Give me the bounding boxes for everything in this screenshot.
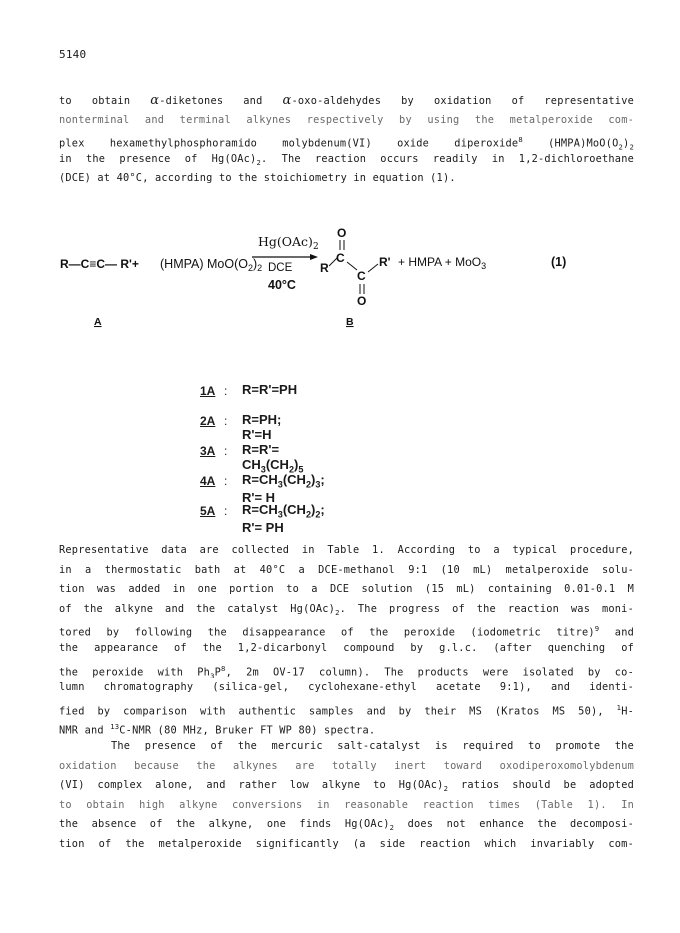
compound-id: 2A	[200, 414, 216, 428]
text-line: the peroxide with $Ph_3P^8$, 2m OV-17 column). The products were isolated by co-	[59, 663, 634, 679]
label-b: B	[346, 316, 354, 328]
text-line: Representative data are collected in Table 1. According to a typical procedure,	[59, 544, 634, 556]
equation-number: (1)	[551, 255, 567, 269]
reactant-alkyne: R—C≡C— R'+	[60, 257, 139, 271]
text-segment: . The reaction occurs readily in 1,2-dichloroethane	[261, 152, 634, 165]
temperature-label: 40°C	[268, 278, 296, 292]
page-number: 5140	[59, 48, 87, 61]
compound-formula: R=R'=PH	[242, 382, 298, 397]
subscript: 2	[256, 157, 262, 167]
compound-id: 1A	[200, 384, 216, 398]
compound-id: 5A	[200, 504, 216, 518]
text-line: The presence of the mercuric salt-catalyst is required to promote the	[111, 740, 634, 752]
text-line: lumn chromatography (silica-gel, cyclohexane-ethyl acetate 9:1), and identi-	[59, 681, 634, 694]
text-segment: )	[623, 137, 630, 150]
text-line: tored by following the disappearance of the peroxide (iodometric titre)$^9$ and	[59, 624, 634, 639]
separator: :	[224, 504, 228, 518]
product-r-prime: R'	[379, 255, 391, 269]
body-paragraph-2	[59, 737, 634, 855]
oxygen-bottom: O	[357, 294, 367, 308]
subscript: 2	[618, 142, 624, 150]
text-line: (VI) complex alone, and rather low alkyne to $Hg(OAc)_2$ ratios should be adopted	[59, 779, 634, 794]
reagent-molybdenum: (HMPA) $MoO(O_2)_2$	[160, 257, 263, 273]
compound-id: 4A	[200, 474, 216, 488]
solvent-label: DCE	[268, 262, 293, 274]
text-segment: plex hexamethylphosphoramido molybdenum(VI) oxide diperoxide	[59, 137, 519, 150]
label-a: A	[94, 316, 102, 328]
text-segment: -diketones and	[159, 95, 283, 107]
text-segment: -oxo-aldehydes by oxidation of representative	[291, 95, 634, 107]
text-line: the absence of the alkyne, one finds $Hg(OAc)_2$ does not enhance the decomposi-	[59, 818, 634, 833]
compound-formula: $R=CH_3(CH_2)_2$; R'= PH	[242, 502, 325, 535]
compound-formula: R=PH; R'=H	[242, 412, 282, 442]
separator: :	[224, 414, 228, 428]
text-line: fied by comparison with authentic samples and by their MS (Kratos MS 50), $^1$H-	[59, 702, 634, 718]
separator: :	[224, 444, 228, 458]
text-line: to obtain high alkyne conversions in reasonable reaction times (Table 1). In	[59, 798, 634, 811]
reference-superscript: 8	[518, 135, 523, 145]
compound-formula: $R=R'= CH_3(CH_2)_5$	[242, 442, 304, 475]
body-paragraph-1	[59, 541, 634, 737]
compound-formula: $R=CH_3(CH_2)_3$; R'= H	[242, 472, 325, 505]
alpha-symbol: α	[150, 93, 160, 108]
compound-id: 3A	[200, 444, 216, 458]
subscript: 2	[629, 142, 634, 150]
alpha-symbol: α	[282, 93, 292, 108]
text-segment: in the presence of Hg(OAc)	[59, 152, 257, 165]
catalyst-label: $Hg(OAc)_2$	[258, 234, 319, 252]
text-line: the appearance of the 1,2-dicarbonyl compound by g.l.c. (after quenching of	[59, 641, 634, 654]
byproducts-label: + HMPA + MoO$_3$	[398, 255, 487, 271]
text-segment: (HMPA)MoO(O	[522, 137, 619, 150]
separator: :	[224, 474, 228, 488]
reaction-equation	[0, 0, 680, 340]
text-segment: to obtain	[59, 95, 151, 107]
text-line: nonterminal and terminal alkynes respectively by using the metalperoxide com-	[59, 113, 634, 126]
product-r-group: R	[320, 261, 329, 275]
text-line: in a thermostatic bath at 40°C a DCE-methanol 9:1 (10 mL) metalperoxide solu-	[59, 563, 634, 576]
text-line: (DCE) at 40°C, according to the stoichiometry in equation (1).	[59, 172, 456, 185]
text-line: NMR and $^{13}$C-NMR (80 MHz, Bruker FT WP 80) spectra.	[59, 722, 376, 737]
text-line: tion was added in one portion to a DCE solution (15 mL) containing 0.01-0.1 M	[59, 583, 634, 596]
text-line: tion of the metalperoxide significantly (a side reaction which invariably com-	[59, 837, 634, 850]
separator: :	[224, 384, 228, 398]
product-carbon-2: C	[357, 269, 366, 283]
text-line: of the alkyne and the catalyst $Hg(OAc)_2$. The progress of the reaction was moni-	[59, 602, 634, 617]
text-line: oxidation because the alkynes are totally inert toward oxodiperoxomolybdenum	[59, 759, 634, 772]
arrowhead-icon	[310, 254, 318, 260]
oxygen-top: O	[337, 226, 347, 240]
product-carbon-1: C	[336, 251, 345, 265]
